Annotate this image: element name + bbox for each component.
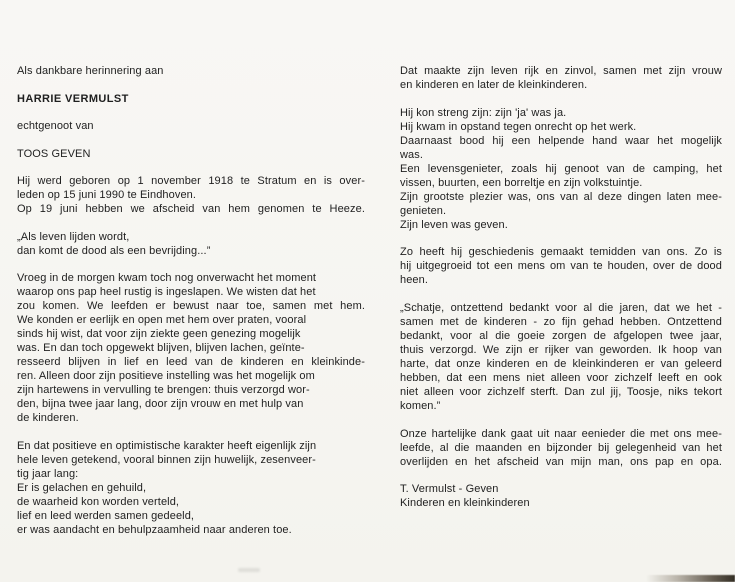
passing-paragraph: [17, 271, 365, 425]
text-line: sinds hij wist, dat voor zijn ziekte geen genezing mogelijk: [17, 328, 301, 340]
signature-block: [400, 482, 722, 510]
left-column: [17, 64, 365, 550]
acknowledgement-paragraph: [400, 427, 722, 469]
text-line: thuis verzorgd. We zijn er rijker van geworden. Ik hoop van: [400, 343, 722, 356]
text-line: zijn hartewens in vervulling te brengen: thuis verzorgd wor-: [17, 384, 310, 396]
text-line: harte, dat onze kinderen en de kleinkinderen er van geleerd: [400, 357, 722, 370]
text-line: Er is gelachen en gehuild,: [17, 481, 147, 494]
text-line: samen met de kinderen - zo fijn gehad hebben. Ontzettend: [400, 315, 722, 328]
text-line: „Schatje, ontzettend bedankt voor al die jaren, dat we het -: [400, 301, 722, 314]
scan-artifact: [646, 575, 735, 582]
text-line: Op 19 juni hebben we afscheid van hem genomen te Heeze.: [17, 203, 365, 215]
character-paragraph: [17, 439, 365, 537]
right-column: [400, 64, 722, 524]
text-line: En dat positieve en optimistische karakter heeft eigenlijk zijn: [17, 439, 317, 452]
text-line: Zijn grootste plezier was, ons van al deze dingen laten mee-: [400, 190, 722, 203]
text-line: vissen, buurten, een borreltje en zijn volkstuintje.: [400, 176, 643, 189]
text-line: de waarheid kon worden verteld,: [17, 495, 180, 508]
text-line: was.: [400, 148, 424, 161]
text-line: We konden er eerlijk en open met hem over praten, vooral: [17, 314, 307, 326]
relation-line: echtgenoot van: [17, 120, 94, 132]
text-line: hele leven getekend, vooral binnen zijn huwelijk, zesenveer-: [17, 453, 316, 466]
text-line: „Als leven lijden wordt,: [17, 230, 130, 243]
text-line: hij uitgegroeid tot een mens om van te houden, over de dood: [400, 260, 722, 272]
text-line: zou komen. We leefden er bewust naar toe, samen met hem.: [17, 300, 365, 312]
text-line: leefde, al die maanden en bijzonder bij gelegenheid van het: [400, 441, 722, 454]
text-line: den, bijna twee jaar lang, door zijn vrouw en met hulp van: [17, 398, 304, 410]
text-line: ren. Alleen door zijn positieve instelling was het mogelijk om: [17, 370, 315, 382]
text-line: Hij werd geboren op 1 november 1918 te Stratum en is over-: [17, 175, 365, 187]
birth-death-paragraph: [17, 174, 365, 216]
text-line: Vroeg in de morgen kwam toch nog onverwacht het moment: [17, 272, 317, 284]
text-line: bedankt, voor al die goeie zorgen de afgelopen twee jaar,: [400, 329, 722, 342]
text-line: heen.: [400, 274, 429, 286]
text-line: de kinderen.: [17, 412, 79, 424]
text-line: leden op 15 juni 1990 te Eindhoven.: [17, 189, 197, 201]
scan-smudge: [238, 568, 260, 572]
text-line: resseerd blijven in lief en leed van de kinderen en kleinkinde-: [17, 356, 365, 368]
text-line: Onze hartelijke dank gaat uit naar eenieder die met ons mee-: [400, 427, 722, 440]
text-line: genieten.: [400, 204, 447, 217]
text-line: was. En dan toch opgewekt blijven, blijven lachen, geïnte-: [17, 342, 305, 354]
text-line: er was aandacht en behulpzaamheid naar anderen toe.: [17, 523, 292, 536]
text-line: niet alleen voor zichzelf sterft. Dan zul jij, Toosje, niks tekort: [400, 385, 722, 398]
dedication-line: Als dankbare herinnering aan: [17, 65, 164, 77]
text-line: hebben, dat een mens niet alleen voor zichzelf leeft en ook: [400, 371, 722, 384]
text-line: Hij kon streng zijn: zijn 'ja' was ja.: [400, 106, 567, 119]
text-line: tig jaar lang:: [17, 467, 79, 480]
text-line: komen.”: [400, 399, 441, 412]
text-line: Een levensgenieter, zoals hij genoot van de camping, het: [400, 162, 722, 175]
text-line: lief en leed werden samen gedeeld,: [17, 509, 195, 522]
text-line: Zijn leven was geven.: [400, 218, 508, 231]
deceased-name: HARRIE VERMULST: [17, 92, 129, 105]
family-paragraph: [400, 64, 722, 92]
text-line: Daarnaast bood hij een helpende hand waar het mogelijk: [400, 134, 722, 147]
text-line: Hij kwam in opstand tegen onrecht op het werk.: [400, 120, 637, 133]
text-line: Zo heeft hij geschiedenis gemaakt temidden van ons. Zo is: [400, 246, 722, 258]
legacy-paragraph: [400, 245, 722, 287]
personality-paragraph: [400, 106, 722, 232]
text-line: Dat maakte zijn leven rijk en zinvol, samen met zijn vrouw: [400, 65, 722, 77]
spouse-name: TOOS GEVEN: [17, 147, 91, 160]
text-line: dan komt de dood als een bevrijding...”: [17, 244, 211, 257]
farewell-quote-paragraph: [400, 301, 722, 413]
life-quote: [17, 230, 365, 258]
text-line: overlijden en het afscheid van mijn man, ons pap en opa.: [400, 455, 722, 468]
text-line: waarop ons pap heel rustig is ingeslapen. We wisten dat het: [17, 286, 316, 298]
text-line: en kinderen en later de kleinkinderen.: [400, 79, 588, 91]
text-line: T. Vermulst - Geven: [400, 483, 499, 495]
text-line: Kinderen en kleinkinderen: [400, 497, 530, 509]
